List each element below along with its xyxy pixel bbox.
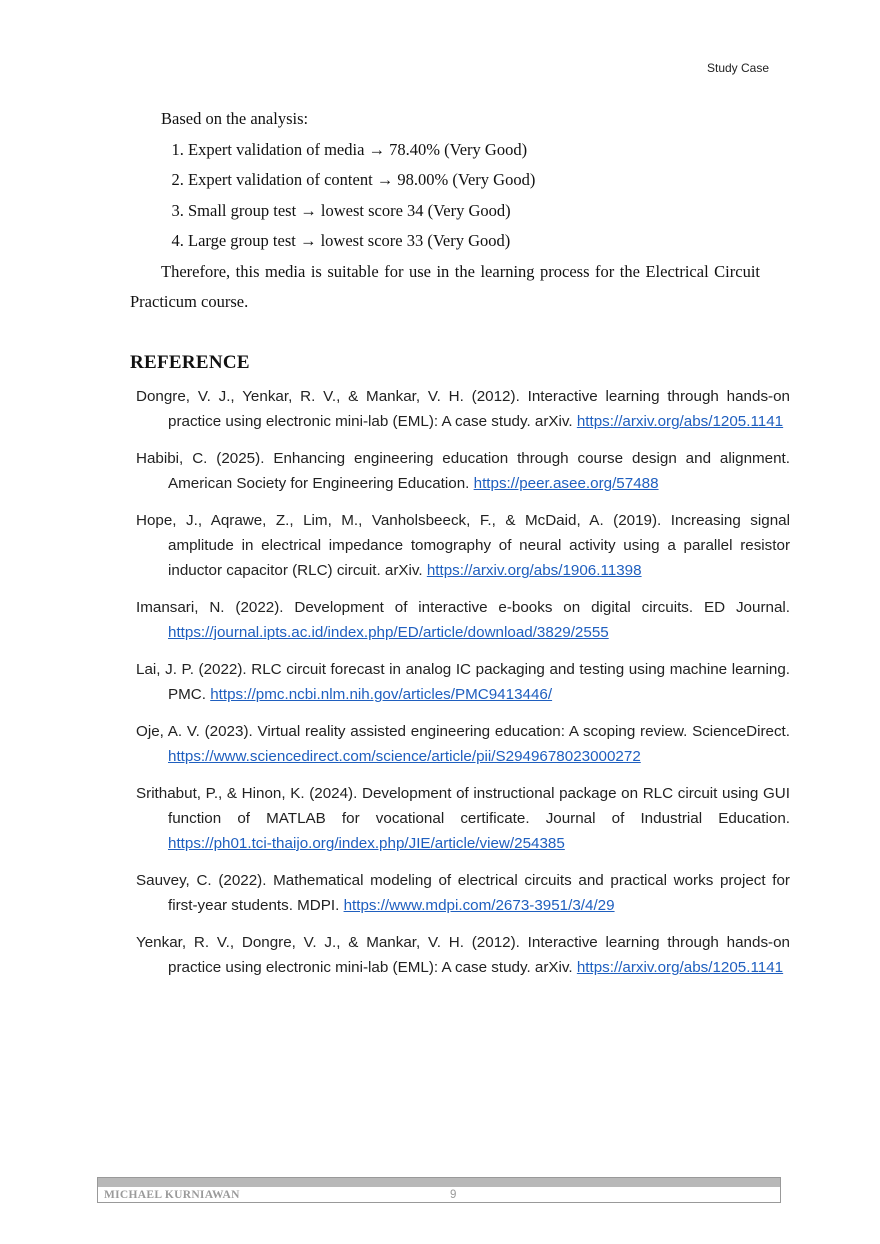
reference-link[interactable]: https://ph01.tci-thaijo.org/index.php/JIE/article/view/254385: [168, 835, 565, 852]
analysis-item: 2. Expert validation of content → 98.00% (Very Good): [188, 165, 760, 196]
reference-link[interactable]: https://arxiv.org/abs/1205.1141: [576, 959, 784, 976]
reference-heading: REFERENCE: [130, 352, 250, 373]
reference-entry: [136, 930, 790, 980]
reference-link[interactable]: https://peer.asee.org/57488: [473, 475, 659, 492]
analysis-conclusion: Therefore, this media is suitable for use in the learning process for the Electrical Circuit Practicum course.: [130, 261, 760, 311]
running-header: Study Case: [707, 61, 770, 75]
reference-link[interactable]: https://journal.ipts.ac.id/index.php/ED/article/download/3829/2555: [168, 624, 609, 641]
analysis-list: [130, 135, 760, 257]
analysis-item: 3. Small group test → lowest score 34 (Very Good): [188, 196, 760, 227]
reference-text: Oje, A. V. (2023). Virtual reality assisted engineering education: A scoping review. ScienceDirect.: [136, 723, 790, 740]
reference-text: Yenkar, R. V., Dongre, V. J., & Mankar, V. H. (2012). Interactive learning through hands-on practice using electronic mini-lab (EML): A case study. arXiv.: [136, 934, 790, 976]
footer-bar: [97, 1177, 781, 1203]
reference-entry: [136, 868, 790, 918]
footer-page-number: 9: [450, 1189, 457, 1201]
reference-link[interactable]: https://arxiv.org/abs/1205.1141: [576, 413, 784, 430]
reference-text: Hope, J., Aqrawe, Z., Lim, M., Vanholsbeeck, F., & McDaid, A. (2019). Increasing signal amplitude in electrical impedance tomography of neural activity using a parallel resistor inductor capacitor (RLC) circuit. arXiv.: [136, 512, 790, 579]
analysis-intro: Based on the analysis:: [161, 109, 309, 128]
reference-text: Dongre, V. J., Yenkar, R. V., & Mankar, V. H. (2012). Interactive learning through hands-on practice using electronic mini-lab (EML): A case study. arXiv.: [136, 388, 790, 430]
reference-entry: [136, 384, 790, 434]
reference-link[interactable]: https://pmc.ncbi.nlm.nih.gov/articles/PMC9413446/: [210, 686, 553, 703]
reference-entry: [136, 508, 790, 583]
reference-entry: [136, 657, 790, 707]
reference-link[interactable]: https://www.sciencedirect.com/science/article/pii/S2949678023000272: [168, 748, 641, 765]
reference-list: [136, 384, 790, 992]
reference-text: Lai, J. P. (2022). RLC circuit forecast in analog IC packaging and testing using machine learning. PMC.: [136, 661, 790, 703]
analysis-item: 1. Expert validation of media → 78.40% (Very Good): [188, 135, 760, 166]
reference-text: Srithabut, P., & Hinon, K. (2024). Development of instructional package on RLC circuit using GUI function of MATLAB for vocational certificate. Journal of Industrial Education.: [136, 785, 790, 827]
analysis-item: 4. Large group test → lowest score 33 (Very Good): [188, 226, 760, 257]
reference-entry: [136, 719, 790, 769]
footer-author: MICHAEL KURNIAWAN: [104, 1189, 240, 1201]
analysis-section: [130, 104, 760, 318]
reference-entry: [136, 446, 790, 496]
reference-link[interactable]: https://www.mdpi.com/2673-3951/3/4/29: [343, 897, 615, 914]
reference-entry: [136, 781, 790, 856]
footer-bar-fill: [98, 1178, 780, 1187]
reference-entry: [136, 595, 790, 645]
reference-text: Sauvey, C. (2022). Mathematical modeling of electrical circuits and practical works project for first-year students. MDPI.: [136, 872, 790, 914]
reference-text: Habibi, C. (2025). Enhancing engineering education through course design and alignment. American Society for Engineering Education.: [136, 450, 790, 492]
reference-link[interactable]: https://arxiv.org/abs/1906.11398: [426, 562, 642, 579]
reference-text: Imansari, N. (2022). Development of interactive e-books on digital circuits. ED Journal.: [136, 599, 790, 616]
